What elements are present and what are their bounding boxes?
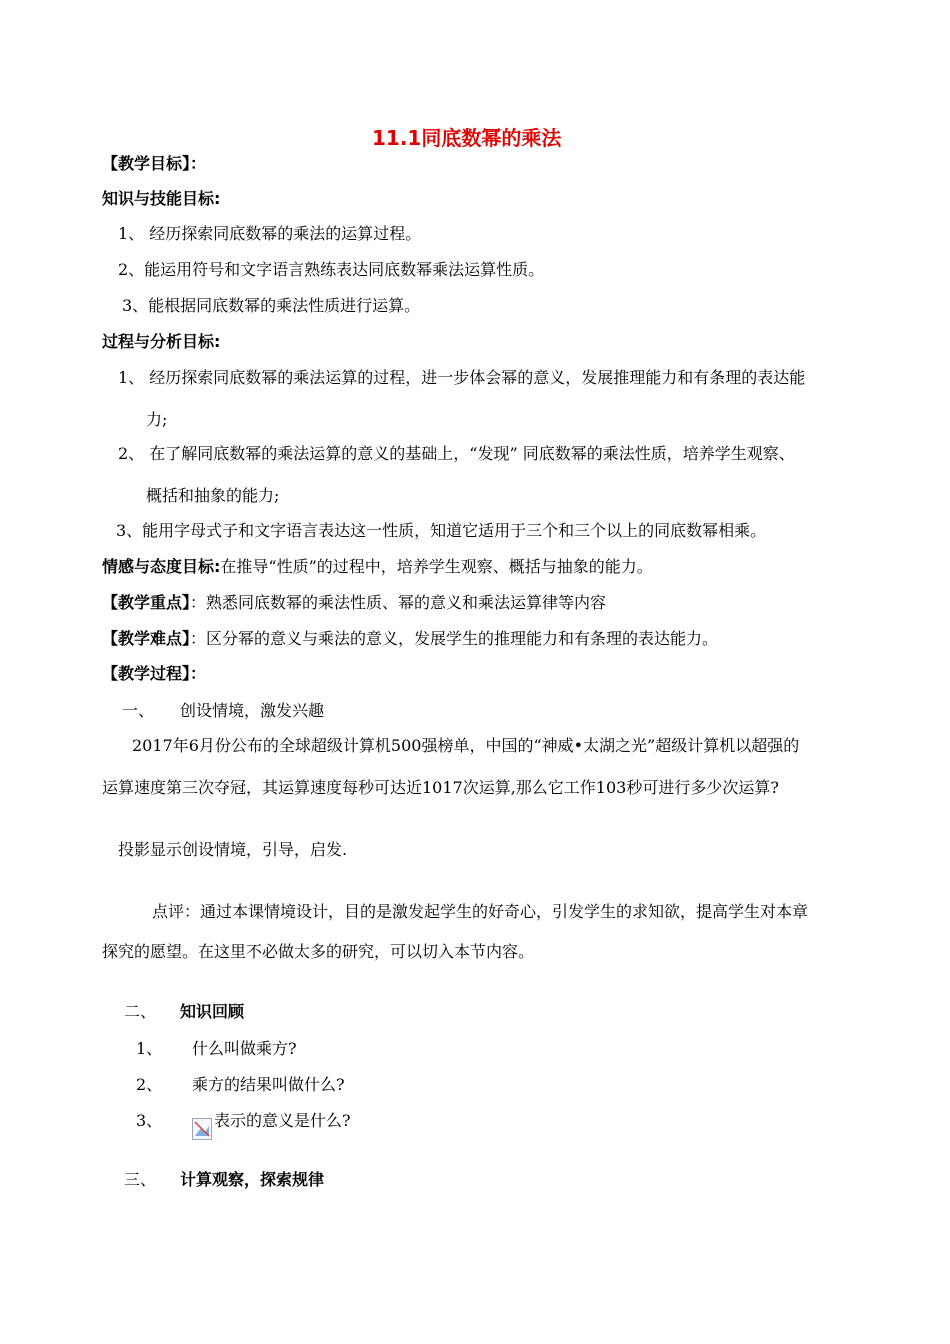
question-3-number: 3、 [136,1111,163,1130]
knowledge-item-2: 2、能运用符号和文字语言熟练表达同底数幂乘法运算性质。 [118,260,545,279]
question-1-number: 1、 [136,1039,163,1058]
key-point-label: 【教学重点】 [102,593,191,612]
question-2-number: 2、 [136,1075,163,1094]
emotion-label: 情感与态度目标: [102,557,221,576]
section-1-title: 创设情境，激发兴趣 [180,701,325,720]
knowledge-item-1: 1、 经历探索同底数幂的乘法的运算过程。 [118,224,422,243]
section-1-para-line-1: 2017年6月份公布的全球超级计算机500强榜单，中国的“神威•太湖之光”超级计算机以超强的 [132,736,800,755]
broken-image-icon [192,1118,212,1140]
question-3: 表示的意义是什么? [214,1111,351,1130]
question-1: 什么叫做乘方? [192,1039,297,1058]
section-1-comment-line-1: 点评：通过本课情境设计，目的是激发起学生的好奇心，引发学生的求知欲，提高学生对本章 [152,902,809,921]
process-item-1-line-2: 力; [146,410,168,429]
knowledge-heading: 知识与技能目标: [102,189,221,208]
goals-heading: 【教学目标】： [102,154,207,173]
process-item-2-line-1: 2、 在了解同底数幂的乘法运算的意义的基础上，“发现” 同底数幂的乘法性质，培养学生观察、 [118,444,795,463]
difficulty [102,629,718,649]
process-item-1-line-1: 1、 经历探索同底数幂的乘法运算的过程，进一步体会幂的意义，发展推理能力和有条理的表达能 [118,368,806,387]
section-1-projection: 投影显示创设情境，引导，启发. [118,840,348,859]
process-heading: 过程与分析目标: [102,332,221,351]
process-item-2-line-2: 概括和抽象的能力; [146,486,280,505]
key-point [102,593,606,613]
section-3-number: 三、 [124,1170,157,1189]
process-item-3: 3、能用字母式子和文字语言表达这一性质，知道它适用于三个和三个以上的同底数幂相乘。 [116,521,767,540]
difficulty-text: ：区分幂的意义与乘法的意义，发展学生的推理能力和有条理的表达能力。 [190,629,719,648]
key-point-text: ：熟悉同底数幂的乘法性质、幂的意义和乘法运算律等内容 [190,593,607,612]
section-1-para-line-2: 运算速度第三次夺冠，其运算速度每秒可达近1017次运算,那么它工作103秒可进行多少次运算? [102,778,779,797]
section-1-comment-line-2: 探究的愿望。在这里不必做太多的研究，可以切入本节内容。 [102,942,535,961]
section-3-title: 计算观察，探索规律 [180,1170,325,1189]
knowledge-item-3: 3、能根据同底数幂的乘法性质进行运算。 [122,296,421,315]
question-2: 乘方的结果叫做什么? [192,1075,345,1094]
section-2-title: 知识回顾 [180,1002,245,1021]
section-1-number: 一、 [122,701,155,720]
emotion-goal [102,557,653,577]
page-title: 11.1同底数幂的乘法 [372,126,562,150]
emotion-text: 在推导“性质”的过程中，培养学生观察、概括与抽象的能力。 [220,557,653,576]
section-2-number: 二、 [124,1002,157,1021]
process-section-heading: 【教学过程】： [102,664,207,683]
difficulty-label: 【教学难点】 [102,629,191,648]
